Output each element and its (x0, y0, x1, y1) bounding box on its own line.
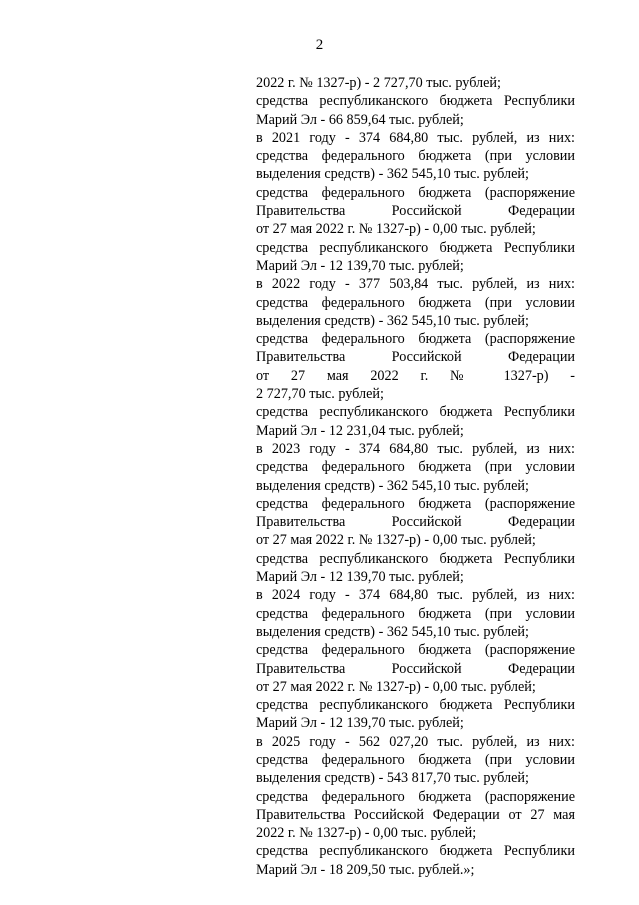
body-text-line: Марий Эл - 12 139,70 тыс. рублей; (256, 569, 464, 586)
body-text-line: 2 727,70 тыс. рублей; (256, 386, 384, 403)
body-text-line: в 2024 году - 374 684,80 тыс. рублей, из них: (256, 587, 575, 604)
body-text-line: средства республиканского бюджета Республики (256, 550, 575, 567)
body-text-line: средства федерального бюджета (распоряжение (256, 495, 575, 512)
body-text-line: Марий Эл - 12 231,04 тыс. рублей; (256, 422, 464, 439)
body-text-line: выделения средств) - 362 545,10 тыс. рублей; (256, 312, 529, 329)
body-text-line: средства республиканского бюджета Республики (256, 404, 575, 421)
body-text-line: от 27 мая 2022 г. № 1327-р) - 0,00 тыс. рублей; (256, 221, 536, 238)
body-text-line: выделения средств) - 362 545,10 тыс. рублей; (256, 623, 529, 640)
body-text-line: 2022 г. № 1327-р) - 0,00 тыс. рублей; (256, 825, 477, 842)
body-text-line: средства республиканского бюджета Республики (256, 239, 575, 256)
body-text-line: средства федерального бюджета (распоряжение (256, 642, 575, 659)
body-text-column (256, 74, 575, 879)
body-text-line: Марий Эл - 18 209,50 тыс. рублей.»; (256, 861, 475, 878)
body-text-line: 2022 г. № 1327-р) - 2 727,70 тыс. рублей; (256, 75, 501, 91)
body-text-line: средства федерального бюджета (при условии (256, 148, 575, 165)
body-text-line: в 2022 году - 377 503,84 тыс. рублей, из них: (256, 276, 575, 293)
body-text-line: Правительства Российской Федерации (256, 349, 575, 366)
body-text-line: Правительства Российской Федерации (256, 203, 575, 220)
body-text-line: средства федерального бюджета (при условии (256, 751, 575, 768)
body-text-line: Марий Эл - 12 139,70 тыс. рублей; (256, 257, 464, 274)
body-text-line: выделения средств) - 362 545,10 тыс. рублей; (256, 166, 529, 183)
body-text-line: средства федерального бюджета (при условии (256, 605, 575, 622)
body-text-line: средства республиканского бюджета Республики (256, 697, 575, 714)
body-text-line: средства республиканского бюджета Республики (256, 93, 575, 110)
page-number: 2 (315, 37, 324, 53)
body-text-line: в 2023 году - 374 684,80 тыс. рублей, из них: (256, 440, 575, 457)
body-text-line: Марий Эл - 66 859,64 тыс. рублей; (256, 111, 464, 128)
body-text-line: в 2025 году - 562 027,20 тыс. рублей, из них: (256, 733, 575, 750)
body-text-line: средства федерального бюджета (распоряжение (256, 184, 575, 201)
body-text-line: средства федерального бюджета (распоряжение (256, 331, 575, 348)
body-text-line: от 27 мая 2022 г. № 1327-р) - (256, 367, 575, 384)
body-text-line: Правительства Российской Федерации (256, 660, 575, 677)
body-text-line: средства федерального бюджета (при условии (256, 294, 575, 311)
body-text-line: выделения средств) - 543 817,70 тыс. рублей; (256, 770, 529, 787)
body-text-line: Марий Эл - 12 139,70 тыс. рублей; (256, 715, 464, 732)
body-text-line: средства федерального бюджета (при условии (256, 459, 575, 476)
body-text-line: от 27 мая 2022 г. № 1327-р) - 0,00 тыс. рублей; (256, 532, 536, 549)
body-text-line: средства республиканского бюджета Республики (256, 843, 575, 860)
body-text-line: Правительства Российской Федерации от 27 мая (256, 806, 575, 823)
body-text-line: в 2021 году - 374 684,80 тыс. рублей, из них: (256, 129, 575, 146)
body-text-line: Правительства Российской Федерации (256, 514, 575, 531)
body-text-line: выделения средств) - 362 545,10 тыс. рублей; (256, 477, 529, 494)
body-text-line: средства федерального бюджета (распоряжение (256, 788, 575, 805)
body-text-line: от 27 мая 2022 г. № 1327-р) - 0,00 тыс. рублей; (256, 678, 536, 695)
